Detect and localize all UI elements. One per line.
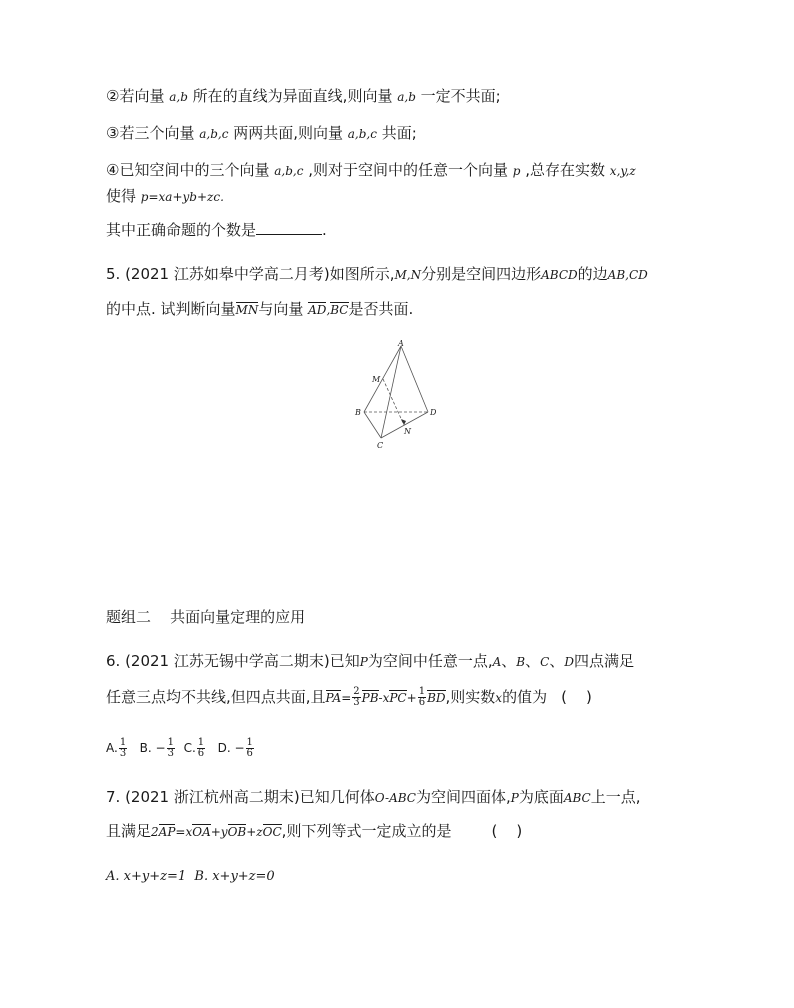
statement-2: ②若向量 a,b 所在的直线为异面直线,则向量 a,b 一定不共面; [106, 87, 501, 105]
statement-3: ③若三个向量 a,b,c 两两共面,则向量 a,b,c 共面; [106, 124, 417, 142]
option-b[interactable]: B. x+y+z=0 [194, 869, 275, 884]
label-n: N [404, 427, 411, 436]
count-question: 其中正确命题的个数是 . [106, 221, 327, 239]
label-d: D [430, 408, 437, 417]
edge-bc [364, 412, 381, 438]
option-a[interactable]: A. $\frac{1}{3}$ [106, 737, 127, 759]
fraction-1-6: $\frac{1}{6}$ [418, 686, 426, 708]
edge-ac [381, 346, 401, 438]
fraction-2-3: $\frac{2}{3}$ [353, 686, 360, 708]
edge-ad [401, 346, 428, 412]
option-a[interactable]: A. x+y+z=1 [106, 869, 187, 884]
question-5: 5. (2021 江苏如皋中学高二月考)如图所示,M,N分别是空间四边形ABCD的边AB,CD [106, 265, 648, 283]
label-c: C [377, 441, 384, 450]
question-7-options [106, 867, 275, 887]
answer-parentheses[interactable]: ( ) [491, 822, 523, 840]
label-m: M [372, 375, 381, 384]
question-5-cont: 的中点. 试判断向量MN与向量 AD,BC是否共面. [106, 300, 414, 318]
label-a: A [398, 339, 404, 348]
question-7: 7. (2021 浙江杭州高二期末)已知几何体O-ABC为空间四面体,P为底面ABC上一点, [106, 788, 641, 806]
option-b[interactable]: B. − $\frac{1}{3}$ [139, 737, 174, 759]
arrow-head [401, 419, 406, 425]
question-6-options [106, 733, 255, 763]
statement-4: ④已知空间中的三个向量 a,b,c ,则对于空间中的任意一个向量 p ,总存在实数 x,y,z [106, 161, 636, 179]
label-b: B [355, 408, 361, 417]
section-title: 题组二 共面向量定理的应用 [106, 608, 306, 626]
question-7-cont: 且满足2AP=xOA+yOB+zOC,则下列等式一定成立的是 ( ) [106, 822, 523, 840]
answer-blank[interactable] [256, 220, 322, 235]
answer-parentheses[interactable]: ( ) [561, 688, 592, 706]
segment-mn [383, 379, 404, 425]
option-d[interactable]: D. − $\frac{1}{6}$ [217, 737, 253, 759]
edge-ab [364, 346, 401, 412]
option-c[interactable]: C. $\frac{1}{6}$ [183, 737, 205, 759]
question-6-cont: 任意三点均不共线,但四点共面,且PA= $\frac{2}{3}$ PB-xPC+ $\frac{1}{6}$ BD,则实数x的值为 ( ) [106, 686, 592, 708]
question-6: 6. (2021 江苏无锡中学高二期末)已知P为空间中任意一点,A、B、C、D四点满足 [106, 652, 634, 670]
statement-4-cont: 使得 p=xa+yb+zc. [106, 187, 224, 205]
tetrahedron-figure [350, 338, 446, 454]
